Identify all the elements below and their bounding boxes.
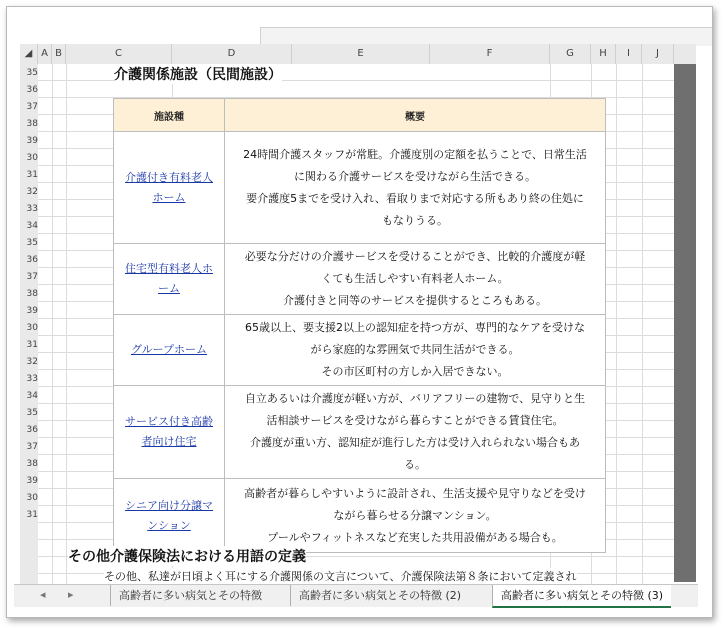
row-header-bar bbox=[20, 64, 39, 584]
row-header[interactable]: 31 bbox=[26, 340, 38, 350]
summary-line: 介護度が重い方、認知症が進行した方は受け入れられない場合もあ bbox=[250, 436, 580, 449]
column-header-b[interactable]: B bbox=[52, 44, 66, 64]
facility-summary-cell bbox=[225, 132, 606, 244]
row-header[interactable]: 34 bbox=[26, 221, 38, 231]
column-header-i[interactable]: I bbox=[616, 44, 642, 64]
row-header[interactable]: 35 bbox=[26, 68, 38, 78]
row-header[interactable]: 35 bbox=[26, 408, 38, 418]
row-header[interactable]: 38 bbox=[26, 119, 38, 129]
formula-bar-area bbox=[7, 7, 712, 45]
row-header[interactable]: 31 bbox=[26, 170, 38, 180]
row-header[interactable]: 39 bbox=[26, 136, 38, 146]
row-header[interactable]: 36 bbox=[26, 425, 38, 435]
facility-summary-cell bbox=[225, 244, 606, 315]
row-header[interactable]: 33 bbox=[26, 204, 38, 214]
summary-line: プールやフィットネスなど充実した共用設備がある場合も。 bbox=[267, 530, 563, 544]
column-header-bar bbox=[20, 44, 696, 65]
table-row bbox=[114, 132, 606, 244]
facility-summary-cell bbox=[225, 315, 606, 386]
row-header[interactable]: 39 bbox=[26, 306, 38, 316]
row-header[interactable]: 37 bbox=[26, 272, 38, 282]
row-header[interactable]: 39 bbox=[26, 476, 38, 486]
summary-line: に関わる介護サービスを受けながら生活できる。 bbox=[294, 169, 536, 183]
facility-link[interactable]: サービス付き高齢者向け住宅 bbox=[125, 415, 213, 448]
sheet-tab-1[interactable]: 高齢者に多い病気とその特徴 bbox=[110, 585, 270, 606]
row-header[interactable]: 37 bbox=[26, 102, 38, 112]
row-header[interactable]: 30 bbox=[26, 323, 38, 333]
table-row bbox=[114, 479, 606, 553]
row-header[interactable]: 30 bbox=[26, 493, 38, 503]
row-header[interactable]: 32 bbox=[26, 187, 38, 197]
sheet-tab-2[interactable]: 高齢者に多い病気とその特徴 (2) bbox=[290, 585, 469, 606]
facility-link[interactable]: シニア向け分譲マンション bbox=[125, 498, 213, 532]
facility-name-cell bbox=[114, 479, 225, 553]
row-header[interactable]: 38 bbox=[26, 289, 38, 299]
facilities-table bbox=[113, 98, 606, 553]
column-header-h[interactable]: H bbox=[591, 44, 616, 64]
sheet-tab-bar bbox=[14, 584, 698, 607]
facility-summary-cell bbox=[225, 386, 606, 479]
header-summary: 概要 bbox=[225, 99, 606, 132]
column-header-a[interactable]: A bbox=[38, 44, 52, 64]
facility-name-cell bbox=[114, 244, 225, 315]
summary-line: 24時間介護スタッフが常駐。介護度別の定額を払うことで、日常生活 bbox=[243, 147, 587, 161]
row-header[interactable]: 32 bbox=[26, 357, 38, 367]
summary-line: 自立あるいは介護度が軽い方が、バリアフリーの建物で、見守りと生 bbox=[244, 392, 586, 405]
summary-line: ながら暮らせる分譲マンション。 bbox=[333, 508, 497, 522]
summary-line: 65歳以上、要支援2以上の認知症を持つ方が、専門的なケアを受けな bbox=[245, 321, 585, 334]
column-header-e[interactable]: E bbox=[292, 44, 430, 64]
summary-line: 活相談サービスを受けながら暮らすことができる賃貸住宅。 bbox=[266, 414, 564, 427]
column-header-g[interactable]: G bbox=[550, 44, 591, 64]
facility-link[interactable]: 介護付き有料老人ホーム bbox=[125, 170, 213, 204]
summary-line: る。 bbox=[404, 458, 426, 471]
header-facility-type: 施設種 bbox=[114, 99, 225, 132]
facility-link[interactable]: 住宅型有料老人ホーム bbox=[125, 262, 213, 295]
row-header[interactable]: 38 bbox=[26, 459, 38, 469]
row-header[interactable]: 30 bbox=[26, 153, 38, 163]
row-header[interactable]: 33 bbox=[26, 374, 38, 384]
summary-line: 介護付きと同等のサービスを提供するところもある。 bbox=[283, 294, 547, 307]
table-row bbox=[114, 315, 606, 386]
column-header-j[interactable]: J bbox=[642, 44, 674, 64]
facility-link[interactable]: グループホーム bbox=[130, 343, 208, 356]
column-header-c[interactable]: C bbox=[66, 44, 172, 64]
facility-name-cell bbox=[114, 132, 225, 244]
facility-summary-cell bbox=[225, 479, 606, 553]
section-title: 介護関係施設（民間施設） bbox=[114, 64, 282, 84]
row-header[interactable]: 34 bbox=[26, 391, 38, 401]
summary-line: くても生活しやすい有料老人ホーム。 bbox=[321, 272, 509, 285]
facility-name-cell bbox=[114, 386, 225, 479]
summary-line: もなりうる。 bbox=[382, 213, 448, 227]
select-all-corner[interactable]: ◢ bbox=[20, 44, 38, 64]
next-sheet-arrow-icon[interactable]: ▸ bbox=[68, 588, 74, 601]
summary-line: 高齢者が暮らしやすいように設計され、生活支援や見守りなどを受け bbox=[244, 486, 586, 500]
table-row bbox=[114, 244, 606, 315]
row-header[interactable]: 37 bbox=[26, 442, 38, 452]
summary-line: 要介護度5までを受け入れ、看取りまで対応する所もあり終の住処に bbox=[246, 191, 584, 205]
prev-sheet-arrow-icon[interactable]: ◂ bbox=[40, 588, 46, 601]
row-header[interactable]: 31 bbox=[26, 510, 38, 520]
row-header[interactable]: 36 bbox=[26, 85, 38, 95]
summary-line: 必要な分だけの介護サービスを受けることができ、比較的介護度が軽 bbox=[244, 250, 586, 263]
column-header-d[interactable]: D bbox=[172, 44, 292, 64]
row-header[interactable]: 36 bbox=[26, 255, 38, 265]
column-header-f[interactable]: F bbox=[430, 44, 550, 64]
summary-line: がら家庭的な雰囲気で共同生活ができる。 bbox=[310, 343, 520, 356]
facility-name-cell bbox=[114, 315, 225, 386]
sheet-tab-3[interactable]: 高齢者に多い病気とその特徴 (3) bbox=[492, 585, 671, 608]
table-row bbox=[114, 386, 606, 479]
vertical-scrollbar[interactable] bbox=[674, 64, 696, 582]
other-section-text: その他、私達が日頃よく耳にする介護関係の文言について、介護保険法第８条において定義され bbox=[104, 570, 577, 583]
summary-line: その市区町村の方しか入居できない。 bbox=[321, 365, 509, 378]
other-section-title: その他介護保険法における用語の定義 bbox=[68, 546, 306, 566]
row-header[interactable]: 35 bbox=[26, 238, 38, 248]
